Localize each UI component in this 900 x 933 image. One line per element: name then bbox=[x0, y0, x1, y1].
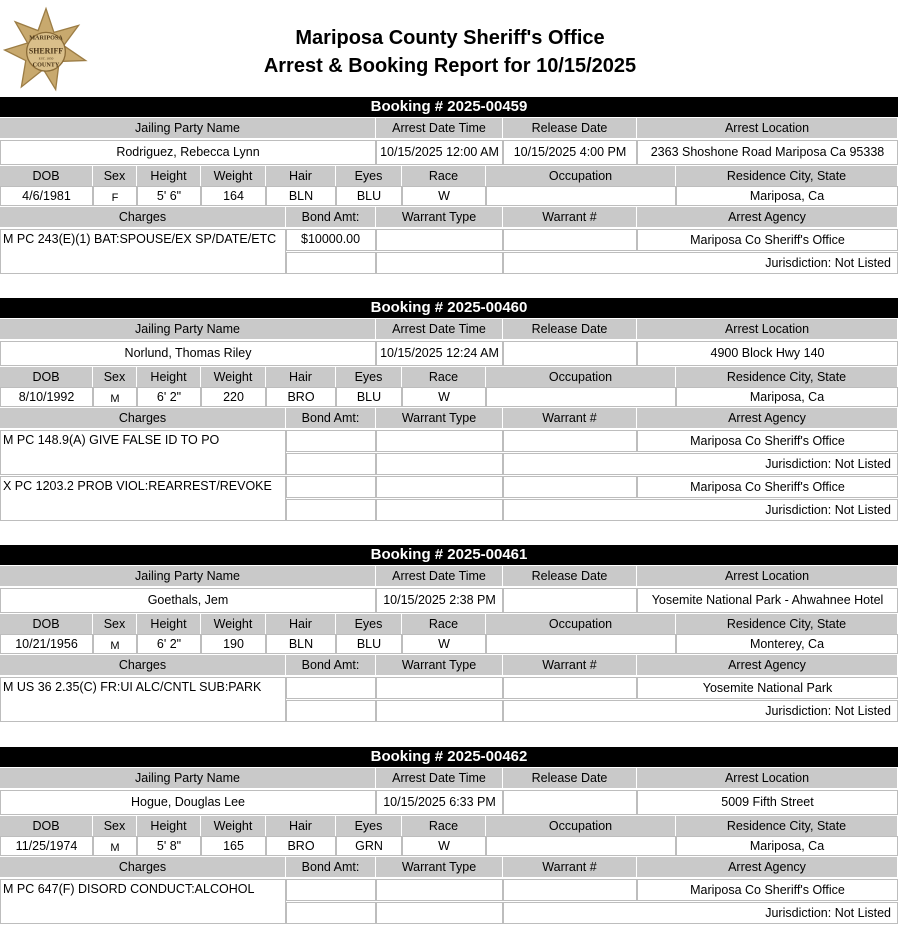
header-warrant_no: Warrant # bbox=[503, 207, 637, 227]
field-warrant-number bbox=[503, 677, 637, 699]
header-arrest_dt: Arrest Date Time bbox=[376, 319, 503, 339]
field-sex: M bbox=[93, 387, 137, 407]
field-hair: BLN bbox=[266, 634, 336, 654]
header-charges: Charges bbox=[0, 207, 286, 227]
header-dob: DOB bbox=[0, 614, 93, 634]
header-race: Race bbox=[402, 166, 486, 186]
field-residence: Mariposa, Ca bbox=[676, 186, 898, 206]
header-release_date: Release Date bbox=[503, 768, 637, 788]
field-jurisdiction: Jurisdiction: Not Listed bbox=[503, 700, 898, 722]
field-eyes: BLU bbox=[336, 387, 402, 407]
field-jurisdiction: Jurisdiction: Not Listed bbox=[503, 499, 898, 521]
header-residence: Residence City, State bbox=[676, 367, 898, 387]
header-jailing_party: Jailing Party Name bbox=[0, 118, 376, 138]
header-eyes: Eyes bbox=[336, 614, 402, 634]
header-agency: Arrest Agency bbox=[637, 207, 898, 227]
field-arrest-agency: Mariposa Co Sheriff's Office bbox=[637, 430, 898, 452]
header-hair: Hair bbox=[266, 816, 336, 836]
header-arrest_location: Arrest Location bbox=[637, 319, 898, 339]
field-sex: M bbox=[93, 836, 137, 856]
field-release-date bbox=[503, 588, 637, 613]
field-hair: BRO bbox=[266, 387, 336, 407]
header-arrest_location: Arrest Location bbox=[637, 118, 898, 138]
field-arrest-dt: 10/15/2025 12:24 AM bbox=[376, 341, 503, 366]
field-empty bbox=[286, 902, 376, 924]
header-height: Height bbox=[137, 166, 201, 186]
field-warrant-number bbox=[503, 879, 637, 901]
header-sex: Sex bbox=[93, 816, 137, 836]
field-warrant-type bbox=[376, 879, 503, 901]
header-weight: Weight bbox=[201, 367, 266, 387]
badge-bottom-text: COUNTY bbox=[32, 62, 60, 69]
field-empty bbox=[286, 453, 376, 475]
field-eyes: BLU bbox=[336, 186, 402, 206]
field-race: W bbox=[402, 634, 486, 654]
field-warrant-type bbox=[376, 476, 503, 498]
field-release-date bbox=[503, 790, 637, 815]
field-dob: 10/21/1956 bbox=[0, 634, 93, 654]
field-charge: X PC 1203.2 PROB VIOL:REARREST/REVOKE bbox=[0, 476, 286, 521]
field-hair: BLN bbox=[266, 186, 336, 206]
header-agency: Arrest Agency bbox=[637, 655, 898, 675]
field-empty bbox=[286, 499, 376, 521]
field-name: Rodriguez, Rebecca Lynn bbox=[0, 140, 376, 165]
field-arrest-dt: 10/15/2025 2:38 PM bbox=[376, 588, 503, 613]
header-hair: Hair bbox=[266, 166, 336, 186]
page-title: Mariposa County Sheriff's Office bbox=[295, 27, 605, 49]
badge-small-text: EST. 1850 bbox=[38, 56, 54, 61]
header-height: Height bbox=[137, 816, 201, 836]
booking-number: Booking # 2025-00462 bbox=[0, 747, 898, 767]
header-warrant_no: Warrant # bbox=[503, 408, 637, 428]
header-release_date: Release Date bbox=[503, 319, 637, 339]
field-name: Norlund, Thomas Riley bbox=[0, 341, 376, 366]
header-warrant_type: Warrant Type bbox=[376, 408, 503, 428]
field-empty bbox=[376, 499, 503, 521]
field-charge: M PC 647(F) DISORD CONDUCT:ALCOHOL bbox=[0, 879, 286, 924]
field-warrant-number bbox=[503, 430, 637, 452]
header-sex: Sex bbox=[93, 166, 137, 186]
field-height: 6' 2" bbox=[137, 387, 201, 407]
header-charges: Charges bbox=[0, 655, 286, 675]
field-release-date: 10/15/2025 4:00 PM bbox=[503, 140, 637, 165]
header-warrant_no: Warrant # bbox=[503, 655, 637, 675]
field-weight: 220 bbox=[201, 387, 266, 407]
header-warrant_type: Warrant Type bbox=[376, 857, 503, 877]
field-dob: 8/10/1992 bbox=[0, 387, 93, 407]
header-bond: Bond Amt: bbox=[286, 857, 376, 877]
field-location: 2363 Shoshone Road Mariposa Ca 95338 bbox=[637, 140, 898, 165]
field-weight: 165 bbox=[201, 836, 266, 856]
field-empty bbox=[286, 252, 376, 274]
header-eyes: Eyes bbox=[336, 367, 402, 387]
header-race: Race bbox=[402, 367, 486, 387]
field-empty bbox=[376, 252, 503, 274]
field-empty bbox=[376, 453, 503, 475]
field-dob: 4/6/1981 bbox=[0, 186, 93, 206]
field-arrest-agency: Mariposa Co Sheriff's Office bbox=[637, 229, 898, 251]
field-location: 5009 Fifth Street bbox=[637, 790, 898, 815]
field-release-date bbox=[503, 341, 637, 366]
header-residence: Residence City, State bbox=[676, 816, 898, 836]
field-bond bbox=[286, 476, 376, 498]
header-bond: Bond Amt: bbox=[286, 408, 376, 428]
header-bond: Bond Amt: bbox=[286, 207, 376, 227]
header-bond: Bond Amt: bbox=[286, 655, 376, 675]
header-eyes: Eyes bbox=[336, 166, 402, 186]
header-agency: Arrest Agency bbox=[637, 857, 898, 877]
header-occupation: Occupation bbox=[486, 816, 676, 836]
header-jailing_party: Jailing Party Name bbox=[0, 566, 376, 586]
field-warrant-number bbox=[503, 476, 637, 498]
field-dob: 11/25/1974 bbox=[0, 836, 93, 856]
header-race: Race bbox=[402, 614, 486, 634]
field-bond: $10000.00 bbox=[286, 229, 376, 251]
header-release_date: Release Date bbox=[503, 118, 637, 138]
field-location: Yosemite National Park - Ahwahnee Hotel bbox=[637, 588, 898, 613]
field-sex: M bbox=[93, 634, 137, 654]
booking-number: Booking # 2025-00459 bbox=[0, 97, 898, 117]
header-charges: Charges bbox=[0, 857, 286, 877]
header-release_date: Release Date bbox=[503, 566, 637, 586]
page-subtitle: Arrest & Booking Report for 10/15/2025 bbox=[263, 55, 637, 77]
field-height: 5' 8" bbox=[137, 836, 201, 856]
field-hair: BRO bbox=[266, 836, 336, 856]
header-eyes: Eyes bbox=[336, 816, 402, 836]
header-dob: DOB bbox=[0, 816, 93, 836]
field-charge: M US 36 2.35(C) FR:UI ALC/CNTL SUB:PARK bbox=[0, 677, 286, 722]
field-weight: 164 bbox=[201, 186, 266, 206]
field-jurisdiction: Jurisdiction: Not Listed bbox=[503, 453, 898, 475]
field-arrest-agency: Yosemite National Park bbox=[637, 677, 898, 699]
header-dob: DOB bbox=[0, 166, 93, 186]
field-warrant-number bbox=[503, 229, 637, 251]
field-eyes: BLU bbox=[336, 634, 402, 654]
header-arrest_location: Arrest Location bbox=[637, 566, 898, 586]
header-height: Height bbox=[137, 367, 201, 387]
field-empty bbox=[286, 700, 376, 722]
header-occupation: Occupation bbox=[486, 367, 676, 387]
badge-middle-text: SHERIFF bbox=[28, 46, 64, 56]
field-weight: 190 bbox=[201, 634, 266, 654]
header-hair: Hair bbox=[266, 614, 336, 634]
field-occupation bbox=[486, 387, 676, 407]
header-warrant_type: Warrant Type bbox=[376, 655, 503, 675]
header-dob: DOB bbox=[0, 367, 93, 387]
sheriff-badge bbox=[2, 6, 90, 94]
header-hair: Hair bbox=[266, 367, 336, 387]
field-eyes: GRN bbox=[336, 836, 402, 856]
field-height: 5' 6" bbox=[137, 186, 201, 206]
field-name: Hogue, Douglas Lee bbox=[0, 790, 376, 815]
header-weight: Weight bbox=[201, 816, 266, 836]
field-bond bbox=[286, 677, 376, 699]
header-arrest_dt: Arrest Date Time bbox=[376, 566, 503, 586]
field-sex: F bbox=[93, 186, 137, 206]
field-occupation bbox=[486, 634, 676, 654]
header-arrest_dt: Arrest Date Time bbox=[376, 118, 503, 138]
header-warrant_no: Warrant # bbox=[503, 857, 637, 877]
header-occupation: Occupation bbox=[486, 614, 676, 634]
field-residence: Monterey, Ca bbox=[676, 634, 898, 654]
header-jailing_party: Jailing Party Name bbox=[0, 319, 376, 339]
header-weight: Weight bbox=[201, 614, 266, 634]
field-race: W bbox=[402, 387, 486, 407]
field-charge: M PC 243(E)(1) BAT:SPOUSE/EX SP/DATE/ETC bbox=[0, 229, 286, 274]
header-residence: Residence City, State bbox=[676, 166, 898, 186]
badge-top-text: MARIPOSA bbox=[29, 35, 63, 42]
field-occupation bbox=[486, 186, 676, 206]
field-jurisdiction: Jurisdiction: Not Listed bbox=[503, 902, 898, 924]
header-occupation: Occupation bbox=[486, 166, 676, 186]
field-warrant-type bbox=[376, 430, 503, 452]
header-residence: Residence City, State bbox=[676, 614, 898, 634]
header-sex: Sex bbox=[93, 614, 137, 634]
field-arrest-dt: 10/15/2025 6:33 PM bbox=[376, 790, 503, 815]
field-occupation bbox=[486, 836, 676, 856]
field-charge: M PC 148.9(A) GIVE FALSE ID TO PO bbox=[0, 430, 286, 475]
field-height: 6' 2" bbox=[137, 634, 201, 654]
field-empty bbox=[376, 700, 503, 722]
field-warrant-type bbox=[376, 229, 503, 251]
header-agency: Arrest Agency bbox=[637, 408, 898, 428]
field-race: W bbox=[402, 186, 486, 206]
field-bond bbox=[286, 430, 376, 452]
header-height: Height bbox=[137, 614, 201, 634]
field-arrest-agency: Mariposa Co Sheriff's Office bbox=[637, 879, 898, 901]
header-arrest_location: Arrest Location bbox=[637, 768, 898, 788]
booking-number: Booking # 2025-00460 bbox=[0, 298, 898, 318]
field-residence: Mariposa, Ca bbox=[676, 836, 898, 856]
header-charges: Charges bbox=[0, 408, 286, 428]
field-residence: Mariposa, Ca bbox=[676, 387, 898, 407]
field-jurisdiction: Jurisdiction: Not Listed bbox=[503, 252, 898, 274]
field-arrest-agency: Mariposa Co Sheriff's Office bbox=[637, 476, 898, 498]
header-race: Race bbox=[402, 816, 486, 836]
field-arrest-dt: 10/15/2025 12:00 AM bbox=[376, 140, 503, 165]
header-sex: Sex bbox=[93, 367, 137, 387]
field-warrant-type bbox=[376, 677, 503, 699]
header-arrest_dt: Arrest Date Time bbox=[376, 768, 503, 788]
field-bond bbox=[286, 879, 376, 901]
header-warrant_type: Warrant Type bbox=[376, 207, 503, 227]
field-name: Goethals, Jem bbox=[0, 588, 376, 613]
field-race: W bbox=[402, 836, 486, 856]
header-weight: Weight bbox=[201, 166, 266, 186]
booking-number: Booking # 2025-00461 bbox=[0, 545, 898, 565]
header-jailing_party: Jailing Party Name bbox=[0, 768, 376, 788]
field-location: 4900 Block Hwy 140 bbox=[637, 341, 898, 366]
field-empty bbox=[376, 902, 503, 924]
